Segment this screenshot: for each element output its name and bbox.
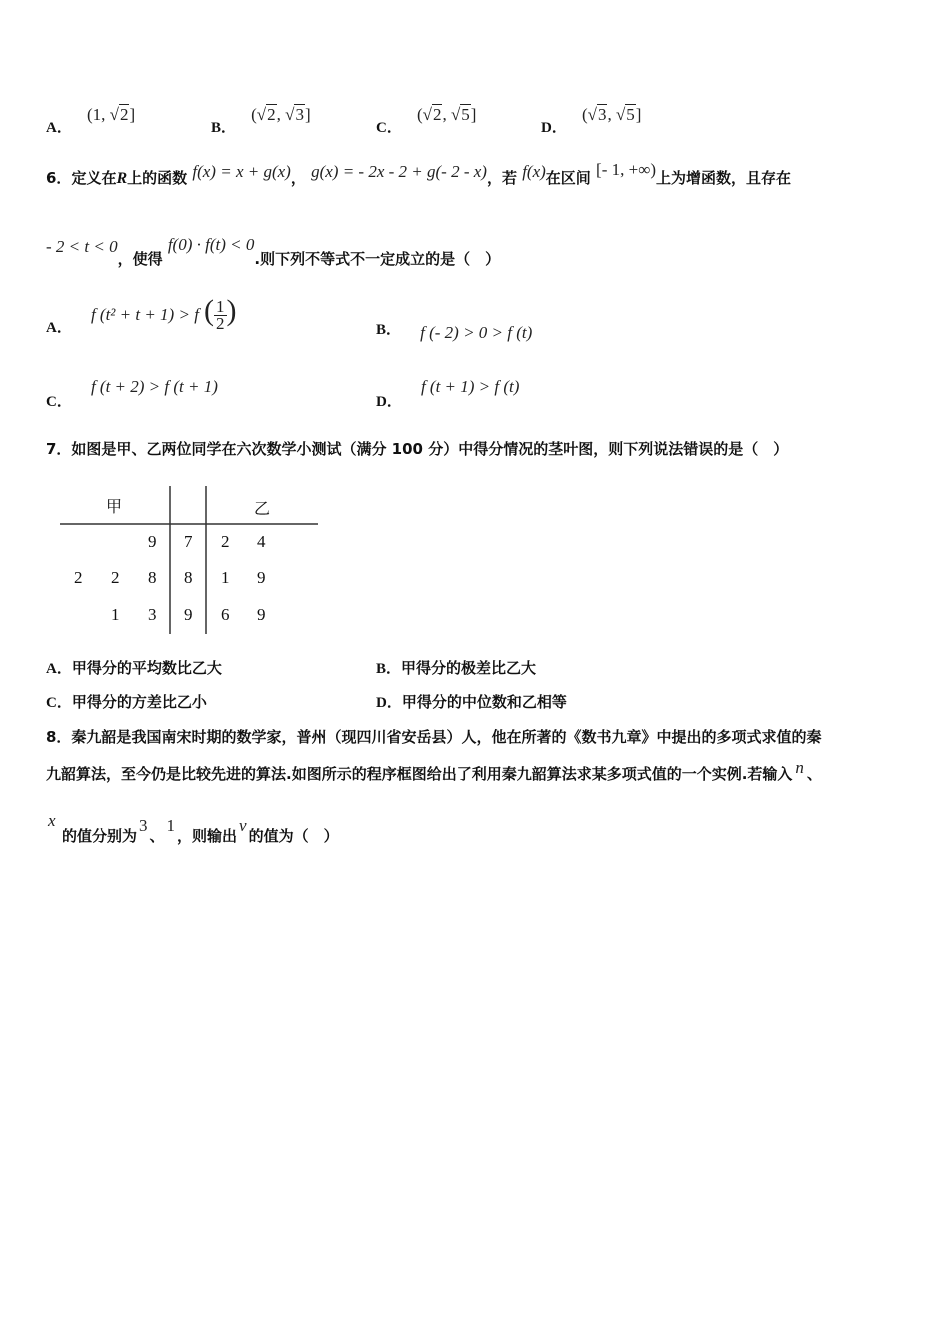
text: 上为增函数，且存在 <box>656 169 792 187</box>
q6-option-d <box>376 376 520 410</box>
q5-option-d <box>541 104 642 136</box>
q6-option-b <box>376 318 533 342</box>
q8-stem-line2 <box>46 758 822 784</box>
option-label: D． <box>541 120 567 136</box>
leaf-right: 6 <box>221 605 230 624</box>
q6-option-c <box>46 376 218 410</box>
leaf-right: 2 <box>221 532 230 551</box>
option-label: B． <box>376 322 402 338</box>
stem-row-3 <box>60 605 318 629</box>
paren-right: ) <box>226 294 237 327</box>
option-expr: f (t + 1) > f (t) <box>420 377 520 396</box>
option-label: A． <box>46 320 72 336</box>
text: ，则输出 <box>177 827 238 845</box>
product-expr: f(0) · f(t) < 0 <box>167 235 255 254</box>
text: ， <box>290 169 306 187</box>
option-text: 甲得分的方差比乙小 <box>71 693 207 711</box>
text: ，若 <box>486 169 517 187</box>
var-n: n <box>795 758 804 777</box>
condition-expr: - 2 < t < 0 <box>46 237 118 256</box>
fraction-numerator: 1 <box>216 297 225 316</box>
q7-option-b <box>376 657 536 678</box>
set-r: R <box>116 170 128 187</box>
q5-option-c <box>376 104 477 136</box>
option-label: C． <box>46 394 72 410</box>
leaf-right: 9 <box>257 568 266 587</box>
text: ，使得 <box>117 250 163 268</box>
option-text: 甲得分的极差比乙大 <box>401 659 537 677</box>
question-number: 6． <box>46 169 72 187</box>
fraction <box>214 299 227 332</box>
q6-stem-line1 <box>46 160 792 188</box>
interval-expr: [- 1, +∞) <box>596 160 656 179</box>
stem-leaf-plot <box>60 486 318 636</box>
q8-stem-line1: 8．秦九韶是我国南宋时期的数学家，普州（现四川省安岳县）人，他在所著的《数书九章》中提出的多项式求值的秦 <box>46 728 822 746</box>
q5-option-a <box>46 104 136 136</box>
text: .则下列不等式不一定成立的是（ ） <box>254 250 501 268</box>
text: 九韶算法，至今仍是比较先进的算法.如图所示的程序框图给出了利用秦九韶算法求某多项式值的一个实例.若输入 <box>46 765 793 783</box>
stem-value: 9 <box>184 605 193 624</box>
fx-symbol: f(x) <box>522 162 546 181</box>
stem-row-1 <box>60 532 318 556</box>
option-label: A． <box>46 661 72 677</box>
interval-expr: (1, √2] <box>86 105 136 124</box>
option-text: 甲得分的中位数和乙相等 <box>401 693 567 711</box>
stem-value: 7 <box>184 532 193 551</box>
q6-stem-line2 <box>46 235 501 268</box>
stem-value: 8 <box>184 568 193 587</box>
option-expr: f (t + 2) > f (t + 1) <box>90 377 218 396</box>
paren-left: ( <box>204 294 215 327</box>
f-definition: f(x) = x + g(x) <box>192 162 291 181</box>
interval-expr: (√3, √5] <box>581 105 642 124</box>
q6-option-a <box>46 294 237 336</box>
value-3: 3 <box>139 816 148 835</box>
option-label: A． <box>46 120 72 136</box>
option-label: D． <box>376 394 402 410</box>
interval-expr: (√2, √5] <box>416 105 477 124</box>
option-label: C． <box>46 695 72 711</box>
q5-option-b <box>211 104 311 136</box>
leaf-left: 8 <box>148 568 157 587</box>
option-label: D． <box>376 695 402 711</box>
text: 的值为（ ） <box>248 827 339 845</box>
option-expr: f (t² + t + 1) > f <box>90 305 199 324</box>
option-label: B． <box>376 661 402 677</box>
g-definition: g(x) = - 2x - 2 + g(- 2 - x) <box>311 162 487 181</box>
fraction-denominator: 2 <box>216 314 225 333</box>
q7-option-c <box>46 691 207 712</box>
leaf-right: 4 <box>257 532 266 551</box>
leaf-right: 1 <box>221 568 230 587</box>
q8-stem-line3 <box>46 811 339 846</box>
q7-option-d <box>376 691 567 712</box>
leaf-right: 9 <box>257 605 266 624</box>
leaf-left: 9 <box>148 532 157 551</box>
interval-expr: (√2, √3] <box>251 105 311 124</box>
option-text: 甲得分的平均数比乙大 <box>71 659 222 677</box>
var-x: x <box>48 811 56 830</box>
text: 定义在 <box>71 169 117 187</box>
q7-stem: 7．如图是甲、乙两位同学在六次数学小测试（满分 100 分）中得分情况的茎叶图，则下列说法错误的是（ ） <box>46 440 789 458</box>
option-label: B． <box>211 120 237 136</box>
text: 的值分别为 <box>62 827 138 845</box>
value-1: 1 <box>166 816 176 835</box>
var-v: v <box>239 816 247 835</box>
header-right: 乙 <box>254 499 271 518</box>
header-left: 甲 <box>106 497 123 516</box>
text: 、 <box>149 827 165 845</box>
text: 、 <box>806 765 822 783</box>
leaf-left: 2 <box>74 568 83 587</box>
q7-option-a <box>46 657 222 678</box>
leaf-left: 3 <box>148 605 157 624</box>
text: 上的函数 <box>127 169 188 187</box>
text: 在区间 <box>545 169 591 187</box>
leaf-left: 1 <box>111 605 120 624</box>
stem-row-2 <box>60 568 318 592</box>
option-label: C． <box>376 120 402 136</box>
leaf-left: 2 <box>111 568 120 587</box>
option-expr: f (- 2) > 0 > f (t) <box>420 323 533 342</box>
